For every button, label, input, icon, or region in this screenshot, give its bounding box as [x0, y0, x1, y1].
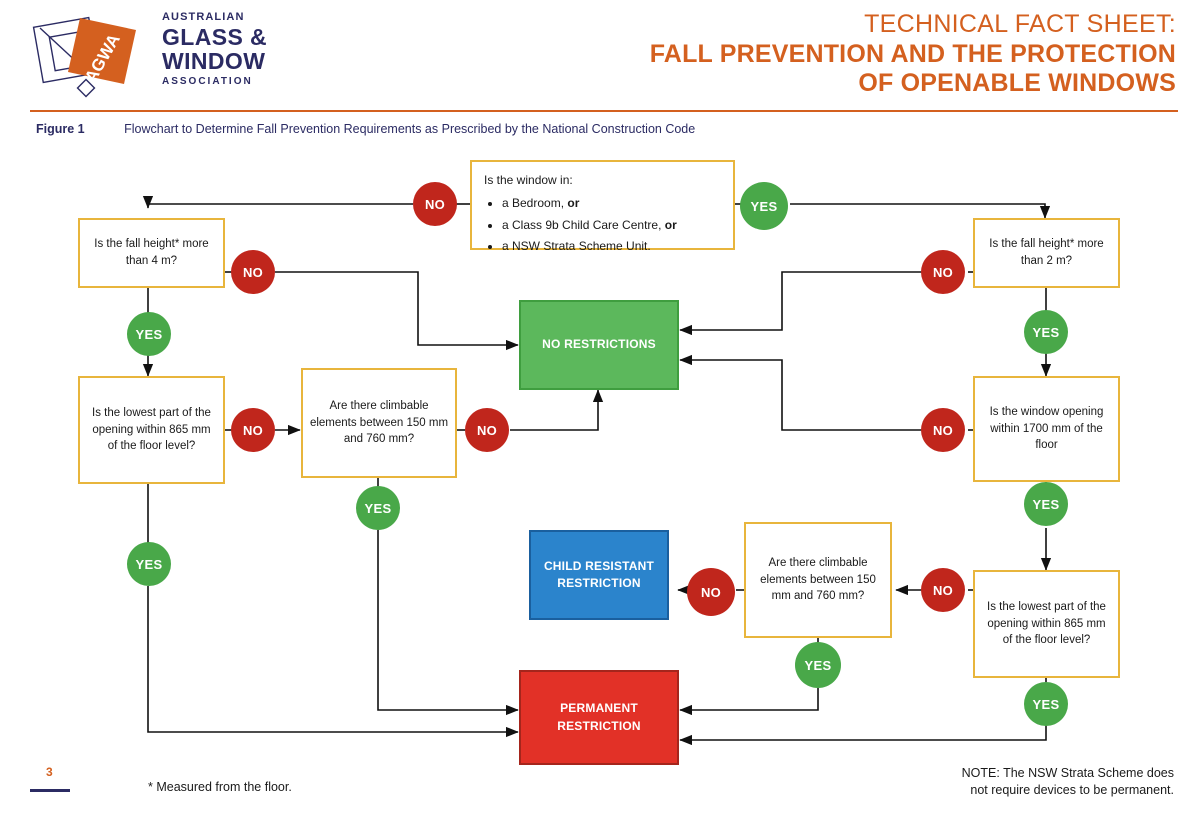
badge-yes-top: [740, 182, 788, 230]
outcome-no-restrictions: [519, 300, 679, 390]
question-right-lowest-part-865mm: [973, 570, 1120, 678]
badge-label: NO: [242, 264, 264, 280]
logo-line-association: ASSOCIATION: [162, 76, 253, 87]
question-right-climbable-elements-text: Are there climbable elements between 150 mm and 760 mm?: [760, 556, 876, 603]
badge-label: NO: [700, 584, 722, 600]
badge-no-right-2: [921, 408, 965, 452]
question-right-window-opening-1700mm: [973, 376, 1120, 482]
badge-label: YES: [750, 198, 778, 214]
agwa-logo-text: [162, 12, 267, 87]
outcome-permanent-label: PERMANENT RESTRICTION: [557, 701, 641, 733]
question-left-fall-height-4m: [78, 218, 225, 288]
agwa-logo-mark: [28, 8, 158, 104]
question-left-lowest-part-865mm-text: Is the lowest part of the opening within 865 mm of the floor level?: [92, 406, 211, 453]
list-item: • a Class 9b Child Care Centre, or: [502, 217, 721, 234]
badge-no-left-3: [465, 408, 509, 452]
badge-label: NO: [476, 422, 498, 438]
question-right-climbable-elements: [744, 522, 892, 638]
badge-no-left-2: [231, 408, 275, 452]
badge-label: NO: [242, 422, 264, 438]
question-window-location-list: [484, 195, 721, 255]
badge-yes-left-3: [356, 486, 400, 530]
question-right-lowest-part-865mm-text: Is the lowest part of the opening within 865 mm of the floor level?: [987, 600, 1106, 647]
footnote-measured-from-floor: * Measured from the floor.: [148, 780, 292, 794]
badge-label: YES: [804, 657, 832, 673]
badge-no-top: [413, 182, 457, 226]
list-item: • a Bedroom, or: [502, 195, 721, 212]
question-window-location: [470, 160, 735, 254]
page-header: [0, 0, 1200, 112]
badge-no-right-4: [687, 568, 735, 616]
outcome-child-resistant-label: CHILD RESISTANT RESTRICTION: [543, 558, 655, 590]
title-line-3: OF OPENABLE WINDOWS: [858, 69, 1176, 97]
question-left-climbable-elements-text: Are there climbable elements between 150 mm and 760 mm?: [309, 399, 449, 446]
question-right-fall-height-2m-text: Is the fall height* more than 2 m?: [989, 238, 1104, 267]
page-number: 3: [46, 765, 53, 779]
nsw-strata-note-line-2: not require devices to be permanent.: [970, 782, 1174, 797]
badge-label: YES: [1032, 324, 1060, 340]
badge-label: YES: [364, 500, 392, 516]
question-right-window-opening-1700mm-text: Is the window opening within 1700 mm of the floor: [989, 405, 1104, 452]
badge-yes-right-1: [1024, 310, 1068, 354]
badge-no-right-3: [921, 568, 965, 612]
outcome-permanent-restriction: [519, 670, 679, 765]
question-left-fall-height-4m-text: Is the fall height* more than 4 m?: [94, 238, 209, 267]
figure-caption: Flowchart to Determine Fall Prevention Requirements as Prescribed by the National Construction Code: [124, 122, 696, 136]
badge-label: YES: [1032, 696, 1060, 712]
badge-no-left-1: [231, 250, 275, 294]
logo-line-glass: GLASS &: [162, 24, 268, 50]
badge-yes-right-4: [795, 642, 841, 688]
question-window-location-lead: Is the window in:: [484, 173, 573, 187]
badge-label: YES: [1032, 496, 1060, 512]
page-number-rule: [30, 789, 70, 792]
logo-line-window: WINDOW: [162, 48, 266, 74]
question-left-climbable-elements: [301, 368, 457, 478]
page-title: [650, 10, 1176, 99]
logo-line-australian: AUSTRALIAN: [162, 11, 245, 23]
badge-label: NO: [424, 196, 446, 212]
badge-label: NO: [932, 582, 954, 598]
flowchart: [0, 140, 1200, 780]
badge-label: YES: [135, 326, 163, 342]
title-line-1: TECHNICAL FACT SHEET:: [864, 10, 1176, 38]
figure-caption-row: [36, 122, 695, 136]
nsw-strata-note-line-1: NOTE: The NSW Strata Scheme does: [961, 766, 1174, 780]
figure-label: Figure 1: [36, 122, 85, 136]
badge-no-right-1: [921, 250, 965, 294]
svg-text:AGWA: AGWA: [80, 30, 124, 86]
question-right-fall-height-2m: [973, 218, 1120, 288]
list-item: • a NSW Strata Scheme Unit.: [502, 238, 721, 255]
badge-yes-left-1: [127, 312, 171, 356]
badge-yes-right-3: [1024, 682, 1068, 726]
header-divider: [30, 110, 1178, 112]
badge-label: NO: [932, 264, 954, 280]
agwa-logo: [28, 8, 288, 104]
badge-yes-right-2: [1024, 482, 1068, 526]
outcome-child-resistant-restriction: [529, 530, 669, 620]
badge-label: NO: [932, 422, 954, 438]
outcome-no-restrictions-label: NO RESTRICTIONS: [542, 337, 656, 352]
badge-label: YES: [135, 556, 163, 572]
nsw-strata-note: [962, 765, 1174, 799]
badge-yes-left-2: [127, 542, 171, 586]
question-left-lowest-part-865mm: [78, 376, 225, 484]
title-line-2: FALL PREVENTION AND THE PROTECTION: [649, 39, 1176, 68]
